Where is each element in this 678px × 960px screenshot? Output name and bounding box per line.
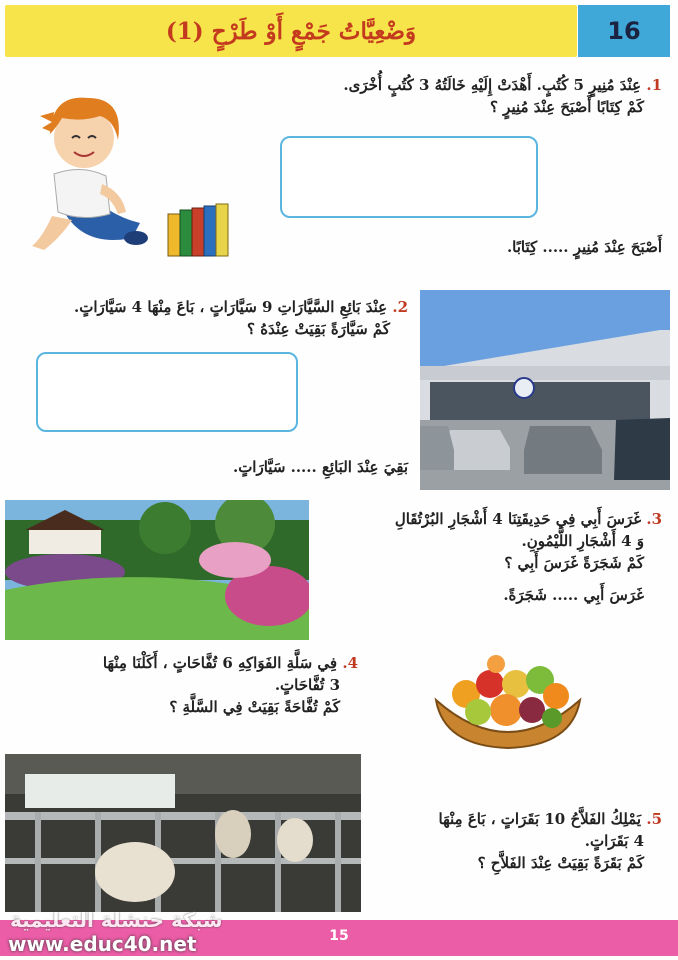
- problem-5-number: 5.: [646, 810, 662, 828]
- problem-1-answer: أَصْبَحَ عِنْدَ مُنِيرٍ ..... كِتَابًا.: [506, 238, 662, 256]
- problem-1-text: عِنْدَ مُنِيرٍ 5 كُتُبٍ. أَهْدَتْ إِلَيْهِ خَالَتُهُ 3 كُتُبٍ أُخْرَى.: [343, 76, 642, 94]
- problem-5-line-1: [362, 808, 662, 830]
- problem-3-text: غَرَسَ أَبِي فِي حَدِيقَتِنَا 4 أَشْجَارِ البُرْتُقَالِ: [394, 510, 642, 528]
- problem-1-question: كَمْ كِتَابًا أَصْبَحَ عِنْدَ مُنِيرٍ ؟: [489, 98, 644, 116]
- lesson-title: وَضْعِيَّاتُ جَمْعٍ أَوْ طَرْحٍ (1): [165, 17, 417, 45]
- boy-illustration: [22, 88, 150, 258]
- car-dealership-photo: [420, 290, 670, 490]
- problem-3-answer: غَرَسَ أَبِي ..... شَجَرَةً.: [503, 586, 644, 604]
- watermark-url[interactable]: www.educ40.net: [8, 932, 197, 956]
- watermark-site-name: شبكة حنشلة التعليمية: [10, 908, 223, 932]
- problem-1: [102, 74, 662, 118]
- problem-1-number: 1.: [646, 76, 662, 94]
- garden-photo: [5, 500, 309, 640]
- books-illustration: [166, 202, 232, 258]
- problem-5: [362, 808, 662, 874]
- problem-4-line-1: [28, 652, 358, 674]
- problem-3-line-1: [342, 508, 662, 530]
- cows-photo: [5, 754, 361, 912]
- fruit-basket-illustration: [432, 654, 584, 750]
- problem-3: [342, 508, 662, 606]
- problem-5-text: يَمْلِكُ الفَلاَّحُ 10 بَقَرَاتٍ ، بَاعَ مِنْهَا: [438, 810, 642, 828]
- problem-5-question: كَمْ بَقَرَةً بَقِيَتْ عِنْدَ الفَلاَّحِ ؟: [477, 854, 644, 872]
- problem-4-line-2: 3 تُفَّاحَاتٍ.: [274, 676, 340, 694]
- problem-5-line-2: 4 بَقَرَاتٍ.: [584, 832, 644, 850]
- problem-4-text: فِي سَلَّةِ الفَوَاكِهِ 6 تُفَّاحَاتٍ ، أَكَلْنَا مِنْهَا: [102, 654, 338, 672]
- problem-3-line-2: وَ 4 أَشْجَارِ اللَّيْمُونِ.: [521, 532, 644, 550]
- problem-2-question: كَمْ سَيَّارَةً بَقِيَتْ عِنْدَهُ ؟: [247, 320, 390, 338]
- page-number: 16: [607, 17, 641, 45]
- answer-box-1[interactable]: [280, 136, 538, 218]
- problem-4-question: كَمْ تُفَّاحَةً بَقِيَتْ فِي السَّلَّةِ ؟: [169, 698, 340, 716]
- problem-4-number: 4.: [342, 654, 358, 672]
- problem-4: [28, 652, 358, 718]
- problem-2-text: عِنْدَ بَائِعِ السَّيَّارَاتِ 9 سَيَّارَاتٍ ، بَاعَ مِنْهَا 4 سَيَّارَاتٍ.: [74, 298, 388, 316]
- page-number-box: [578, 5, 670, 57]
- problem-2: [8, 296, 408, 340]
- page-header: [0, 0, 678, 62]
- answer-box-2[interactable]: [36, 352, 298, 432]
- problem-2-line-1: [8, 296, 408, 318]
- problem-3-question: كَمْ شَجَرَةً غَرَسَ أَبِي ؟: [504, 554, 644, 572]
- problem-2-number: 2.: [392, 298, 408, 316]
- title-bar: [5, 5, 577, 57]
- problem-3-number: 3.: [646, 510, 662, 528]
- problem-1-line-1: [102, 74, 662, 96]
- footer-page-number: 15: [329, 928, 349, 944]
- problem-2-answer: بَقِيَ عِنْدَ البَائِعِ ..... سَيَّارَاتٍ.: [232, 458, 408, 476]
